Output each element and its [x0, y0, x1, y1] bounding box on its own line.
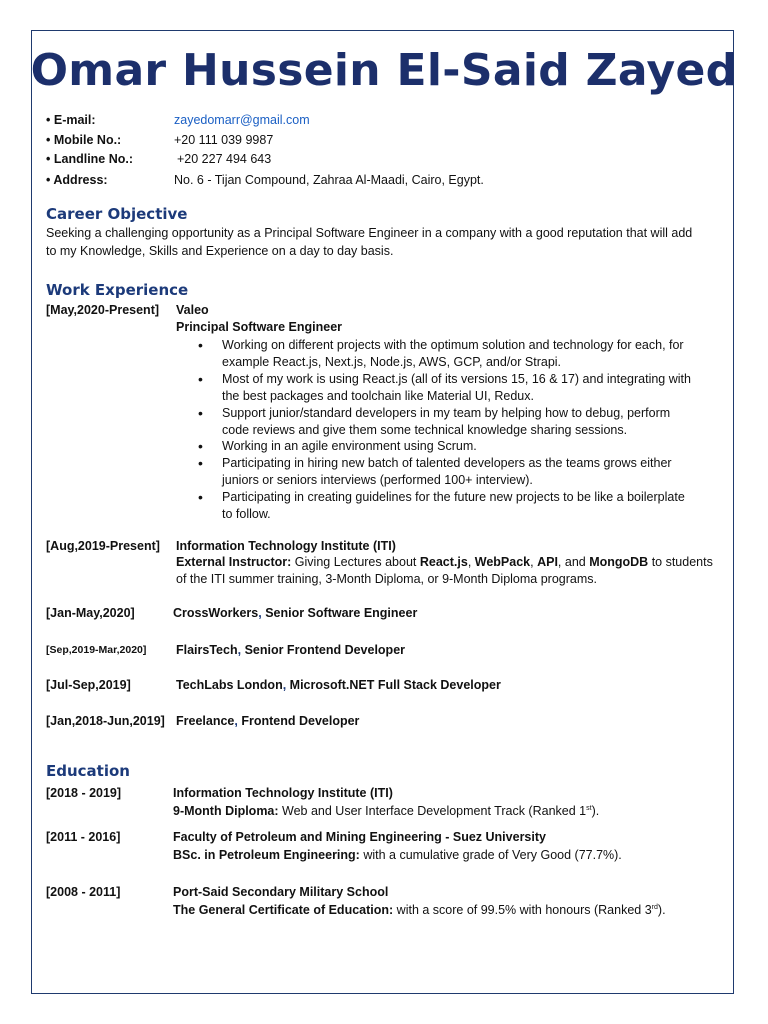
education-school: Port-Said Secondary Military School [173, 885, 389, 899]
education-heading: Education [46, 762, 130, 780]
list-item: • Most of my work is using React.js (all of its versions 15, 16 & 17) and integrating with the best packages and toolchain like Material UI, Redux. [196, 371, 691, 405]
education-degree: The General Certificate of Education: with a score of 99.5% with honours (Ranked 3rd). [173, 903, 666, 917]
list-item: • Participating in creating guidelines for the future new projects to be like a boilerplate to follow. [196, 489, 691, 523]
education-school: Faculty of Petroleum and Mining Engineering - Suez University [173, 830, 546, 844]
list-item: • Working on different projects with the optimum solution and technology for each, for example React.js, Next.js, Node.js, AWS, GCP, and/or Strapi. [196, 337, 691, 371]
valeo-date: [May,2020-Present] [46, 303, 160, 317]
contact-address-value: No. 6 - Tijan Compound, Zahraa Al-Maadi, Cairo, Egypt. [174, 173, 484, 187]
education-degree: 9-Month Diploma: Web and User Interface Development Track (Ranked 1st). [173, 804, 600, 818]
contact-mobile-label: • Mobile No.: [46, 133, 122, 147]
job-title: FlairsTech, Senior Frontend Developer [176, 643, 406, 657]
candidate-name: Omar Hussein El-Said Zayed [30, 45, 738, 96]
job-date: [Jul-Sep,2019] [46, 678, 131, 692]
education-degree: BSc. in Petroleum Engineering: with a cumulative grade of Very Good (77.7%). [173, 848, 622, 862]
job-title: CrossWorkers, Senior Software Engineer [173, 606, 418, 620]
valeo-company: Valeo [176, 303, 209, 317]
education-school: Information Technology Institute (ITI) [173, 786, 393, 800]
job-date: [Jan,2018-Jun,2019] [46, 714, 165, 728]
valeo-role: Principal Software Engineer [176, 320, 343, 334]
contact-email-label: • E-mail: [46, 113, 96, 127]
valeo-bullets [196, 337, 691, 523]
contact-address-label: • Address: [46, 173, 108, 187]
contact-landline-label: • Landline No.: [46, 152, 134, 166]
list-item: • Support junior/standard developers in my team by helping how to debug, perform code reviews and give them some technical knowledge sharing sessions. [196, 405, 691, 439]
contact-landline-value: +20 227 494 643 [177, 152, 272, 166]
contact-email-link[interactable]: zayedomarr@gmail.com [174, 113, 310, 127]
career-objective-line-2: to my Knowledge, Skills and Experience on a day to day basis. [46, 244, 394, 258]
job-date: [Jan-May,2020] [46, 606, 135, 620]
work-experience-heading: Work Experience [46, 281, 189, 299]
iti-date: [Aug,2019-Present] [46, 539, 160, 553]
job-date: [Sep,2019-Mar,2020] [46, 644, 147, 656]
education-date: [2018 - 2019] [46, 786, 122, 800]
career-objective-line-1: Seeking a challenging opportunity as a Principal Software Engineer in a company with a good reputation that will add [46, 226, 693, 240]
iti-line-2: of the ITI summer training, 3-Month Diploma, or 9-Month Diploma programs. [176, 572, 597, 586]
education-date: [2011 - 2016] [46, 830, 121, 844]
career-objective-heading: Career Objective [46, 205, 188, 223]
contact-mobile-value: +20 111 039 9987 [174, 133, 274, 147]
iti-company: Information Technology Institute (ITI) [176, 539, 396, 553]
list-item: • Participating in hiring new batch of talented developers as the teams grows either juniors or seniors interviews (performed 100+ interview). [196, 455, 691, 489]
iti-line-1: External Instructor: Giving Lectures about React.js, WebPack, API, and MongoDB to students [176, 555, 713, 569]
list-item: • Working in an agile environment using Scrum. [196, 438, 691, 455]
job-title: Freelance, Frontend Developer [176, 714, 360, 728]
job-title: TechLabs London, Microsoft.NET Full Stack Developer [176, 678, 501, 692]
education-date: [2008 - 2011] [46, 885, 121, 899]
